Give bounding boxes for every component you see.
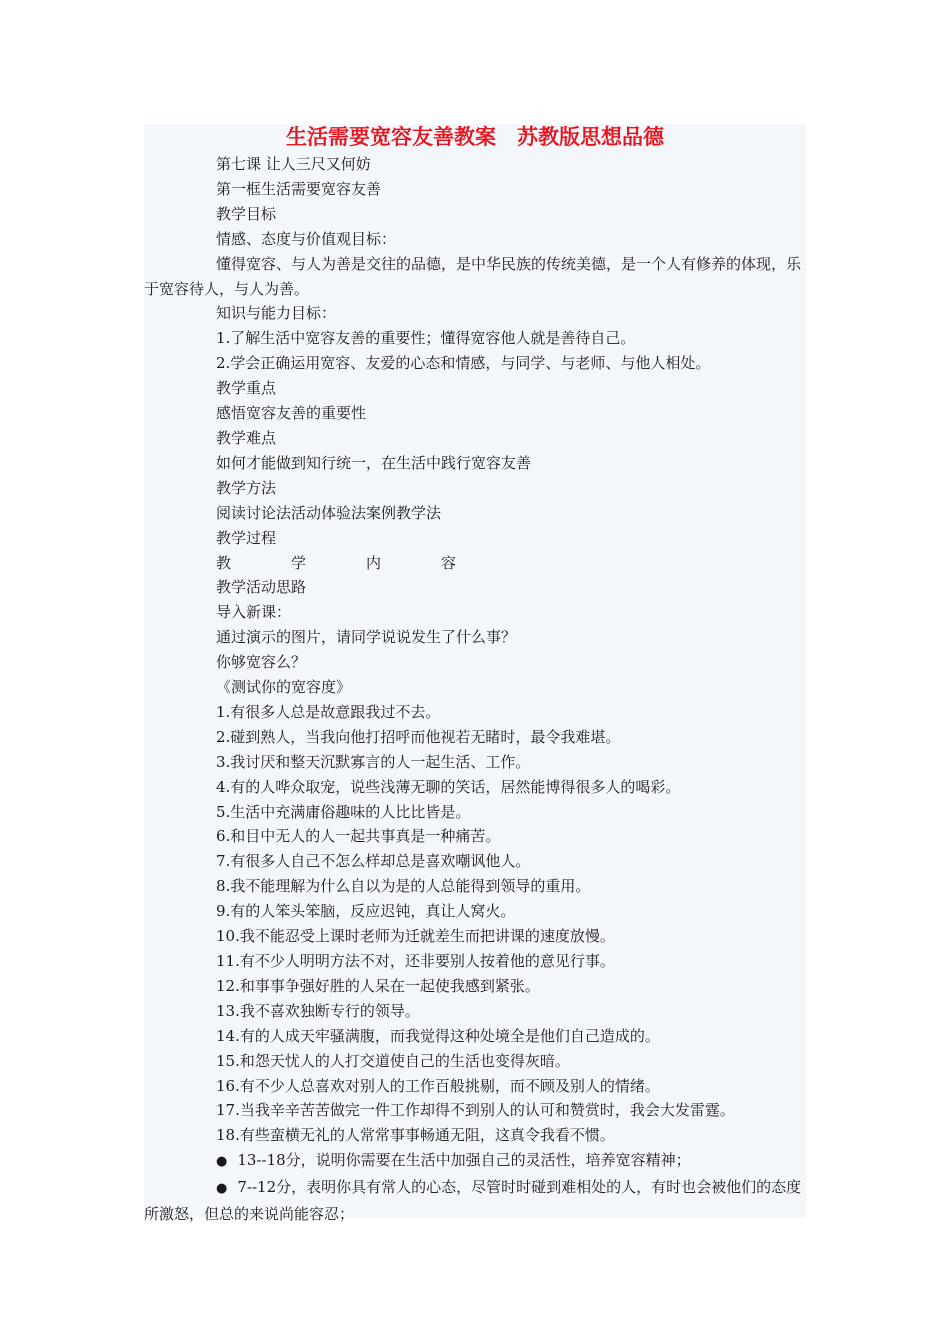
result-item — [144, 1175, 806, 1227]
test-item: 11.有不少人明明方法不对，还非要别人按着他的意见行事。 — [216, 952, 615, 970]
key-heading: 教学重点 — [216, 379, 277, 398]
result-text: 13--18分，说明你需要在生活中加强自己的灵活性，培养宽容精神； — [237, 1151, 691, 1170]
section-title: 第一框生活需要宽容友善 — [216, 179, 382, 198]
test-item: 5.生活中充满庸俗趣味的人比比皆是。 — [216, 802, 471, 821]
intro-text: 通过演示的图片，请同学说说发生了什么事？ — [216, 628, 517, 647]
test-item: 10.我不能忍受上课时老师为迁就差生而把讲课的速度放慢。 — [216, 927, 615, 946]
goal2-item: 1.了解生活中宽容友善的重要性；懂得宽容他人就是善待自己。 — [216, 329, 636, 348]
content-header-char: 教 — [216, 553, 232, 572]
process-heading: 教学过程 — [216, 528, 277, 547]
test-item: 14.有的人成天牢骚满腹，而我觉得这种处境全是他们自己造成的。 — [216, 1026, 660, 1045]
key-text: 感悟宽容友善的重要性 — [216, 404, 367, 423]
question: 你够宽容么？ — [216, 653, 307, 672]
test-item: 8.我不能理解为什么自以为是的人总能得到领导的重用。 — [216, 877, 591, 896]
content-header-char: 学 — [291, 553, 307, 572]
goal2-heading: 知识与能力目标： — [216, 304, 337, 323]
bullet-icon: ● — [216, 1154, 228, 1170]
difficulty-heading: 教学难点 — [216, 428, 277, 447]
test-item: 16.有不少人总喜欢对别人的工作百般挑剔，而不顾及别人的情绪。 — [216, 1076, 660, 1095]
test-item: 4.有的人哗众取宠，说些浅薄无聊的笑话，居然能博得很多人的喝彩。 — [216, 777, 681, 796]
document-content — [144, 124, 806, 1224]
intro-heading: 导入新课： — [216, 603, 292, 622]
test-title: 《测试你的宽容度》 — [216, 678, 352, 697]
test-item: 7.有很多人自己不怎么样却总是喜欢嘲讽他人。 — [216, 852, 531, 871]
difficulty-text: 如何才能做到知行统一，在生活中践行宽容友善 — [216, 453, 532, 472]
test-item: 15.和怨天忧人的人打交道使自己的生活也变得灰暗。 — [216, 1051, 570, 1070]
goal2-item: 2.学会正确运用宽容、友爱的心态和情感，与同学、与老师、与他人相处。 — [216, 354, 711, 373]
content-header — [144, 551, 806, 576]
test-item: 17.当我辛辛苦苦做完一件工作却得不到别人的认可和赞赏时，我会大发雷霆。 — [216, 1101, 735, 1120]
bullet-icon: ● — [216, 1181, 228, 1197]
result-item — [144, 1148, 806, 1175]
content-header-char: 容 — [441, 553, 457, 572]
goal1-heading: 情感、态度与价值观目标： — [216, 229, 397, 248]
test-item: 1.有很多人总是故意跟我过不去。 — [216, 702, 441, 721]
activity-header: 教学活动思路 — [216, 578, 307, 597]
test-item: 9.有的人笨头笨脑，反应迟钝，真让人窝火。 — [216, 902, 516, 921]
test-item: 6.和目中无人的人一起共事真是一种痛苦。 — [216, 827, 501, 846]
test-item: 12.和事事争强好胜的人呆在一起使我感到紧张。 — [216, 976, 540, 995]
test-item: 2.碰到熟人，当我向他打招呼而他视若无睹时，最令我难堪。 — [216, 727, 621, 746]
goals-heading: 教学目标 — [216, 204, 277, 223]
method-text: 阅读讨论法活动体验法案例教学法 — [216, 503, 442, 522]
test-item: 3.我讨厌和整天沉默寡言的人一起生活、工作。 — [216, 752, 531, 771]
document-body — [144, 152, 806, 1227]
document-title: 生活需要宽容友善教案 苏教版思想品德 — [286, 125, 664, 149]
lesson-title: 第七课 让人三尺又何妨 — [216, 155, 371, 173]
result-text: 7--12分，表明你具有常人的心态，尽管时时碰到难相处的人，有时也会被他们的态度所激怒，但总的来说尚能容忍； — [144, 1178, 802, 1224]
content-header-char: 内 — [366, 553, 382, 572]
method-heading: 教学方法 — [216, 478, 277, 497]
test-item: 18.有些蛮横无礼的人常常事事畅通无阻，这真令我看不惯。 — [216, 1126, 615, 1145]
goal1-text: 懂得宽容、与人为善是交往的品德，是中华民族的传统美德，是一个人有修养的体现，乐于宽容待人，与人为善。 — [144, 254, 802, 298]
test-item: 13.我不喜欢独断专行的领导。 — [216, 1001, 420, 1020]
